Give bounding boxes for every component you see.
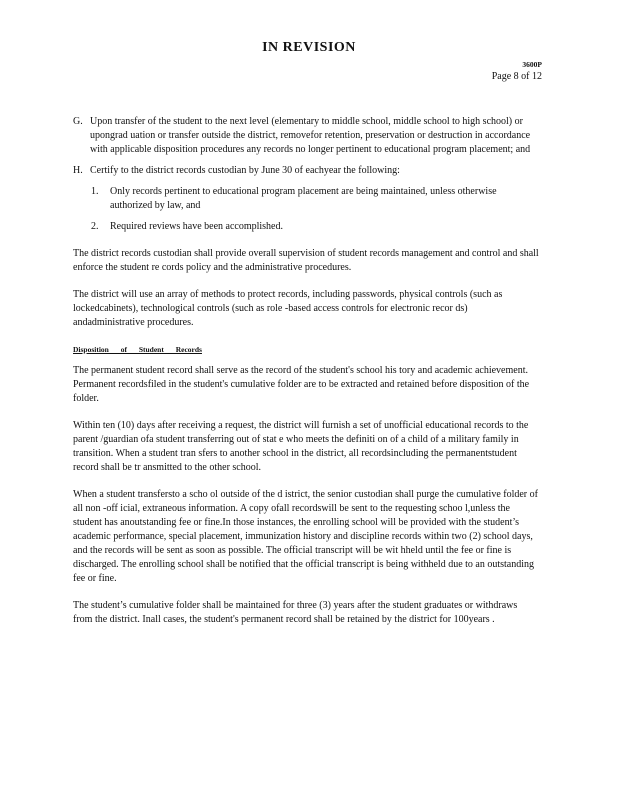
policy-code: 3600P: [522, 60, 542, 69]
list-item-h: [73, 164, 539, 178]
paragraph-permanent: The permanent student record shall serve as the record of the student's school his tory and academic achievement. Permanent recordsfiled in the student's cumulative folder are to be extracted and retained before disposition of the folder.: [73, 365, 530, 404]
paragraph-transfer-outside: When a student transfersto a scho ol outside of the d istrict, the senior custodian shall purge the cumulative folder of all non -off icial, extraneous information. A copy ofall recordswill be sent to the requesting schoo l,unless the student has anoutstanding fee or fine.In those instances, the enrolling school will be provided with the student’s academic performance, special placement, immunization history and discipline records within two (2) school days, and the records will be sent as soon as possible. The official transcript will be wit hheld until the fee or fine is discharged. The enrolling school shall be notified that the official transcript is being withheld due to an outstanding fee or fine.: [73, 489, 538, 584]
list-item-text: Required reviews have been accomplished.: [110, 221, 283, 232]
list-marker: 1.: [91, 186, 99, 197]
sublist-item-2: [91, 220, 539, 234]
paragraph-methods: The district will use an array of methods to protect records, including passwords, physical controls (such as lockedcabinets), technological controls (such as role -based access controls for electronic recor ds) andadministrative procedures.: [73, 289, 503, 328]
revision-banner: IN REVISION: [262, 40, 356, 55]
list-item-g: [73, 115, 539, 157]
list-item-text: Certify to the district records custodian by June 30 of eachyear the following:: [90, 165, 400, 176]
paragraph-custodian: The district records custodian shall provide overall supervision of student records management and control and shall enforce the student re cords policy and the administrative procedures.: [73, 248, 539, 273]
list-marker: 2.: [91, 221, 99, 232]
list-item-text: Only records pertinent to educational program placement are being maintained, unless otherwise authorized by law, and: [110, 186, 497, 211]
page-number: Page 8 of 12: [491, 71, 542, 82]
paragraph-cumulative: The student’s cumulative folder shall be maintained for three (3) years after the student graduates or withdraws from the district. Inall cases, the student's permanent record shall be retained by the district for 100years .: [73, 600, 518, 625]
list-marker: G.: [73, 116, 83, 127]
paragraph-within-ten: Within ten (10) days after receiving a request, the district will furnish a set of unofficial educational records to the parent /guardian ofa student transferring out of stat e who meets the definiti on of a child of a military family in transition. When a student tran sfers to another school in the district, all recordsincluding the permanentstudent record shall be tr ansmitted to the other school.: [73, 420, 529, 473]
section-heading: Disposition of Student Records: [73, 345, 202, 354]
sublist-item-1: [91, 185, 539, 213]
list-item-text: Upon transfer of the student to the next level (elementary to middle school, middle school to high school) or upongrad uation or transfer outside the district, removefor retention, preservation or destruction in accordance with applicable disposition procedures any records no longer pertinent to educational program placement; and: [90, 116, 531, 155]
list-marker: H.: [73, 165, 83, 176]
document-body: [73, 115, 539, 627]
